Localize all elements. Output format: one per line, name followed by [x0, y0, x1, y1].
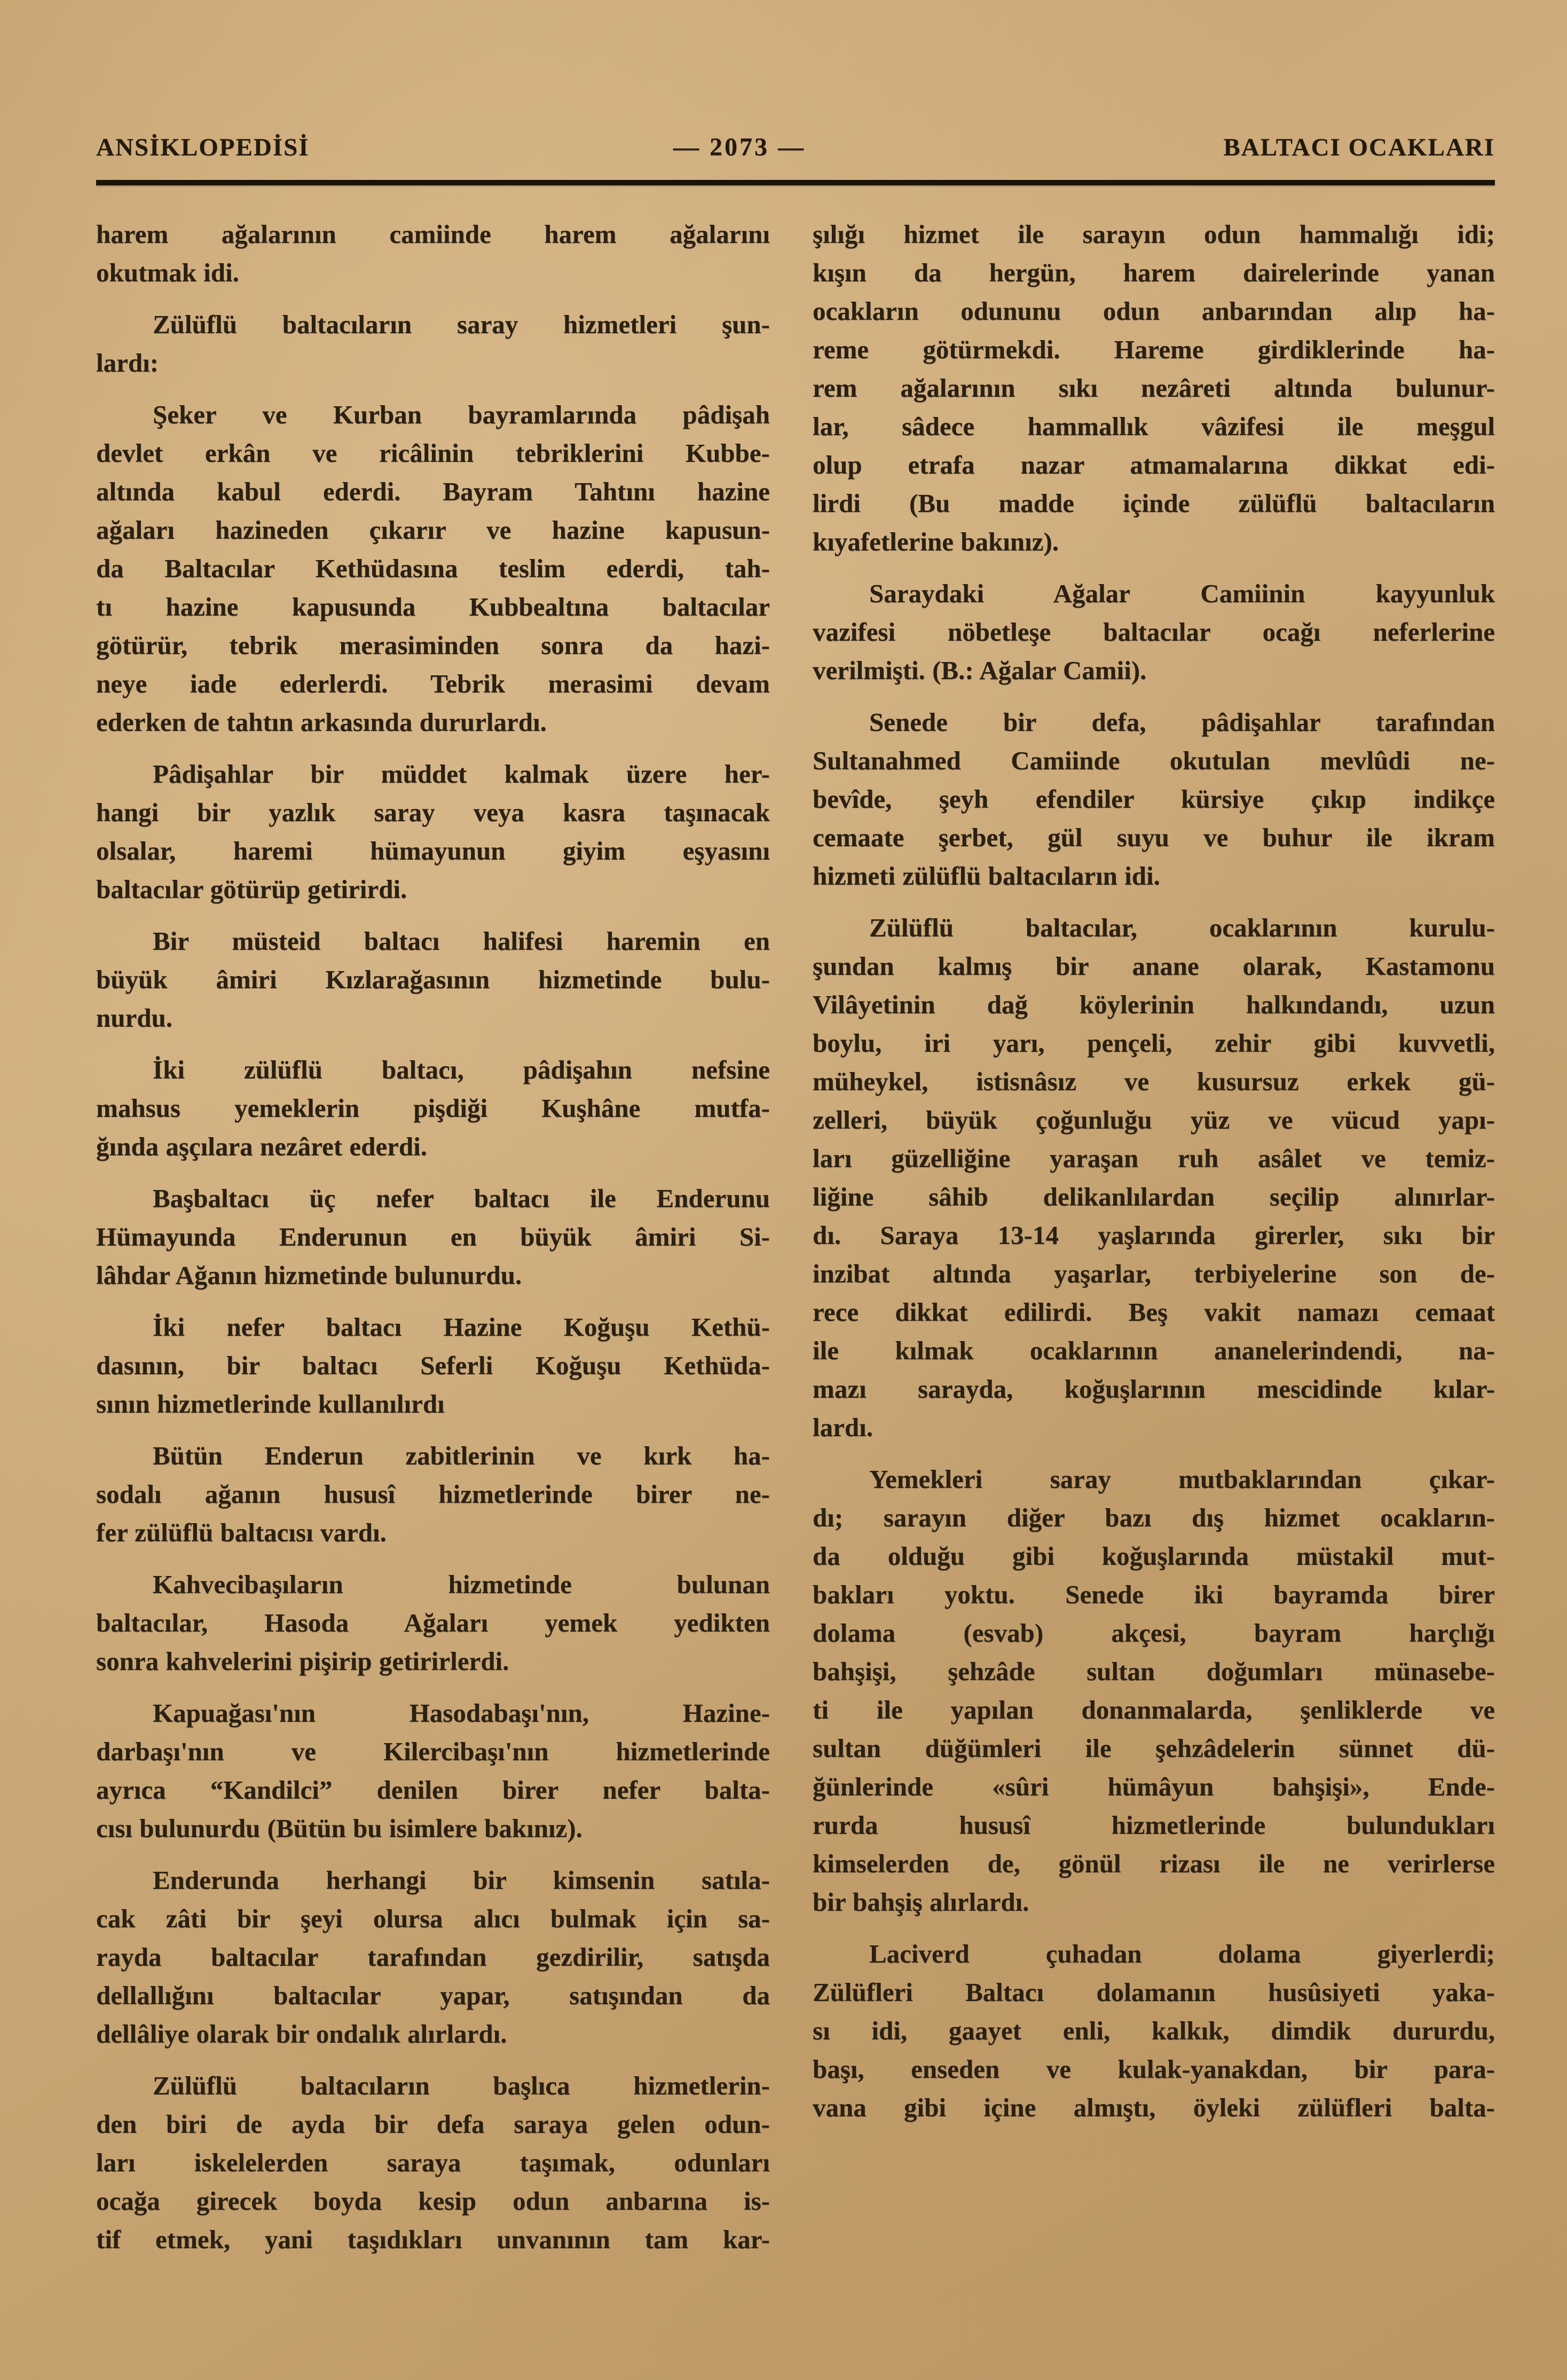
- column-right: [813, 215, 1495, 2272]
- text-line: götürür, tebrik merasiminden sonra da hazi-: [96, 631, 770, 660]
- text-line: da olduğu gibi koğuşlarında müstakil mut-: [813, 1541, 1495, 1571]
- encyclopedia-title: ANSİKLOPEDİSİ: [96, 133, 310, 161]
- text-line: Senede bir defa, pâdişahlar tarafından: [869, 707, 1495, 737]
- paragraph: [96, 1565, 770, 1681]
- text-line: darbaşı'nın ve Kilercibaşı'nın hizmetlerinde: [96, 1737, 770, 1766]
- text-line: cak zâti bir şeyi olursa alıcı bulmak için sa-: [96, 1904, 770, 1933]
- text-line: Laciverd çuhadan dolama giyerlerdi;: [869, 1939, 1495, 1968]
- text-line: Zülüflü baltacıların başlıca hizmetlerin-: [153, 2071, 770, 2100]
- text-line: hangi bir yazlık saray veya kasra taşınacak: [96, 798, 770, 827]
- text-line: vazifesi nöbetleşe baltacılar ocağı neferlerine: [813, 617, 1495, 647]
- text-line: neye iade ederlerdi. Tebrik merasimi devam: [96, 669, 770, 698]
- text-line: Yemekleri saray mutbaklarından çıkar-: [869, 1464, 1495, 1494]
- column-left: [96, 215, 770, 2272]
- text-line: den biri de ayda bir defa saraya gelen odun-: [96, 2109, 770, 2139]
- text-line: sultan düğümleri ile şehzâdelerin sünnet dü-: [813, 1733, 1495, 1763]
- text-line: ağaları hazineden çıkarır ve hazine kapusun-: [96, 515, 770, 545]
- text-line: büyük âmiri Kızlarağasının hizmetinde bulu-: [96, 965, 770, 994]
- paragraph: [96, 2067, 770, 2259]
- text-line: zelleri, büyük çoğunluğu yüz ve vücud yapı-: [813, 1105, 1495, 1134]
- text-line: kışın da hergün, harem dairelerinde yanan: [813, 258, 1495, 287]
- text-line: sının hizmetlerinde kullanılırdı: [96, 1389, 445, 1418]
- text-line: dolama (esvab) akçesi, bayram harçlığı: [813, 1618, 1495, 1648]
- paragraph: [96, 1179, 770, 1295]
- text-line: sı idi, gaayet enli, kalkık, dimdik dururdu,: [813, 2016, 1495, 2045]
- text-line: İki zülüflü baltacı, pâdişahın nefsine: [153, 1055, 770, 1084]
- text-line: rem ağalarının sıkı nezâreti altında bulunur-: [813, 373, 1495, 403]
- text-line: ayrıca “Kandilci” denilen birer nefer balta-: [96, 1775, 770, 1804]
- text-line: Kapuağası'nın Hasodabaşı'nın, Hazine-: [153, 1698, 770, 1728]
- text-line: ocağa girecek boyda kesip odun anbarına is-: [96, 2186, 770, 2216]
- text-line: rayda baltacılar tarafından gezdirilir, satışda: [96, 1942, 770, 1972]
- text-line: Zülüfleri Baltacı dolamanın husûsiyeti yaka-: [813, 1977, 1495, 2007]
- text-line: Zülüflü baltacıların saray hizmetleri şun-: [153, 310, 770, 339]
- text-line: olsalar, haremi hümayunun giyim eşyasını: [96, 836, 770, 865]
- text-line: kimselerden de, gönül rizası ile ne verirlerse: [813, 1849, 1495, 1878]
- text-line: mazı sarayda, koğuşlarının mescidinde kılar-: [813, 1374, 1495, 1404]
- text-line: Şeker ve Kurban bayramlarında pâdişah: [153, 400, 770, 429]
- paragraph: [813, 1935, 1495, 2127]
- article-body: [96, 215, 1495, 2272]
- paragraph: [96, 1861, 770, 2053]
- page-header: [96, 132, 1495, 162]
- text-line: devlet erkân ve ricâlinin tebriklerini Kubbe-: [96, 438, 770, 468]
- text-line: ederken de tahtın arkasında dururlardı.: [96, 707, 547, 737]
- text-line: cısı bulunurdu (Bütün bu isimlere bakınız).: [96, 1814, 582, 1843]
- text-line: inzibat altında yaşarlar, terbiyelerine son de-: [813, 1259, 1495, 1288]
- paragraph: [96, 1437, 770, 1552]
- page-number: — 2073 —: [673, 133, 806, 161]
- text-line: dı. Saraya 13-14 yaşlarında girerler, sıkı bir: [813, 1220, 1495, 1250]
- text-line: bir bahşiş alırlardı.: [813, 1887, 1029, 1917]
- text-line: lar, sâdece hammallık vâzifesi ile meşgul: [813, 412, 1495, 441]
- text-line: tı hazine kapusunda Kubbealtına baltacılar: [96, 592, 770, 621]
- text-line: olup etrafa nazar atmamalarına dikkat edi-: [813, 450, 1495, 479]
- text-line: Sultanahmed Camiinde okutulan mevlûdi ne-: [813, 746, 1495, 775]
- text-line: Başbaltacı üç nefer baltacı ile Enderunu: [153, 1184, 770, 1213]
- text-line: Bir müsteid baltacı halifesi haremin en: [153, 926, 770, 956]
- text-line: lardı.: [813, 1413, 873, 1442]
- text-line: verilmişti. (B.: Ağalar Camii).: [813, 656, 1147, 685]
- text-line: rurda hususî hizmetlerinde bulundukları: [813, 1810, 1495, 1840]
- text-line: kıyafetlerine bakınız).: [813, 527, 1059, 556]
- paragraph: [813, 574, 1495, 690]
- text-line: ğında aşçılara nezâret ederdi.: [96, 1132, 427, 1161]
- text-line: ları güzelliğine yaraşan ruh asâlet ve temiz-: [813, 1144, 1495, 1173]
- text-line: vana gibi içine almıştı, öyleki zülüfleri balta-: [813, 2093, 1495, 2122]
- text-line: Enderunda herhangi bir kimsenin satıla-: [153, 1865, 770, 1895]
- paragraph: [96, 1308, 770, 1423]
- text-line: baltacılar, Hasoda Ağaları yemek yedikten: [96, 1608, 770, 1637]
- text-line: ları iskelelerden saraya taşımak, odunları: [96, 2148, 770, 2177]
- paragraph: [96, 755, 770, 909]
- text-line: rece dikkat edilirdi. Beş vakit namazı cemaat: [813, 1297, 1495, 1327]
- paragraph: [96, 1051, 770, 1166]
- text-line: boylu, iri yarı, pençeli, zehir gibi kuvvetli,: [813, 1028, 1495, 1058]
- text-line: liğine sâhib delikanlılardan seçilip alınırlar-: [813, 1182, 1495, 1211]
- text-line: harem ağalarının camiinde harem ağalarını: [96, 219, 770, 249]
- text-line: ocakların odununu odun anbarından alıp ha-: [813, 296, 1495, 326]
- text-line: ğünlerinde «sûri hümâyun bahşişi», Ende-: [813, 1772, 1495, 1801]
- text-line: dı; sarayın diğer bazı dış hizmet ocakların-: [813, 1503, 1495, 1532]
- text-line: Pâdişahlar bir müddet kalmak üzere her-: [153, 759, 770, 789]
- text-line: Kahvecibaşıların hizmetinde bulunan: [153, 1570, 770, 1599]
- text-line: İki nefer baltacı Hazine Koğuşu Kethü-: [153, 1312, 770, 1342]
- text-line: Hümayunda Enderunun en büyük âmiri Si-: [96, 1222, 770, 1251]
- text-line: Bütün Enderun zabitlerinin ve kırk ha-: [153, 1441, 770, 1470]
- text-line: tif etmek, yani taşıdıkları unvanının tam kar-: [96, 2225, 770, 2254]
- article-title: BALTACI OCAKLARI: [1223, 133, 1495, 161]
- text-line: lardı:: [96, 348, 159, 377]
- text-line: mahsus yemeklerin pişdiği Kuşhâne mutfa-: [96, 1093, 770, 1123]
- text-line: baltacılar götürüp getirirdi.: [96, 874, 407, 904]
- text-line: sodalı ağanın hususî hizmetlerinde birer ne-: [96, 1479, 770, 1509]
- text-line: başı, enseden ve kulak-yanakdan, bir para-: [813, 2054, 1495, 2084]
- text-line: fer zülüflü baltacısı vardı.: [96, 1518, 387, 1547]
- text-line: Vilâyetinin dağ köylerinin halkındandı, uzun: [813, 990, 1495, 1019]
- text-line: lirdi (Bu madde içinde zülüflü baltacıların: [813, 488, 1495, 518]
- text-line: bakları yoktu. Senede iki bayramda birer: [813, 1580, 1495, 1609]
- text-line: altında kabul ederdi. Bayram Tahtını hazine: [96, 477, 770, 506]
- text-line: cemaate şerbet, gül suyu ve buhur ile ikram: [813, 823, 1495, 852]
- text-line: ti ile yapılan donanmalarda, şenliklerde ve: [813, 1695, 1495, 1724]
- text-line: ile kılmak ocaklarının ananelerindendi, na-: [813, 1336, 1495, 1365]
- paragraph: [96, 396, 770, 742]
- paragraph: [96, 922, 770, 1037]
- text-line: dellallığını baltacılar yapar, satışından da: [96, 1981, 770, 2010]
- paragraph: [813, 1460, 1495, 1921]
- paragraph: [813, 909, 1495, 1447]
- paragraph: [96, 305, 770, 382]
- paragraph: [813, 703, 1495, 895]
- paragraph: [96, 215, 770, 292]
- text-line: sonra kahvelerini pişirip getirirlerdi.: [96, 1646, 509, 1676]
- paragraph: [96, 1694, 770, 1848]
- text-line: Zülüflü baltacılar, ocaklarının kurulu-: [869, 913, 1495, 942]
- paragraph: [813, 215, 1495, 561]
- text-line: şundan kalmış bir anane olarak, Kastamonu: [813, 951, 1495, 981]
- text-line: dasının, bir baltacı Seferli Koğuşu Kethüda-: [96, 1351, 770, 1380]
- text-line: nurdu.: [96, 1003, 173, 1033]
- text-line: Saraydaki Ağalar Camiinin kayyunluk: [869, 579, 1495, 608]
- text-line: hizmeti zülüflü baltacıların idi.: [813, 861, 1160, 890]
- text-line: da Baltacılar Kethüdasına teslim ederdi, tah-: [96, 554, 770, 583]
- text-line: reme götürmekdi. Hareme girdiklerinde ha-: [813, 335, 1495, 364]
- text-line: lâhdar Ağanın hizmetinde bulunurdu.: [96, 1260, 522, 1290]
- text-line: bahşişi, şehzâde sultan doğumları münasebe-: [813, 1657, 1495, 1686]
- text-line: dellâliye olarak bir ondalık alırlardı.: [96, 2019, 507, 2048]
- text-line: okutmak idi.: [96, 258, 239, 287]
- header-divider: [96, 180, 1495, 185]
- text-line: müheykel, istisnâsız ve kusursuz erkek gü-: [813, 1067, 1495, 1096]
- text-line: şılığı hizmet ile sarayın odun hammalığı idi;: [813, 219, 1495, 249]
- text-line: bevîde, şeyh efendiler kürsiye çıkıp indikçe: [813, 784, 1495, 814]
